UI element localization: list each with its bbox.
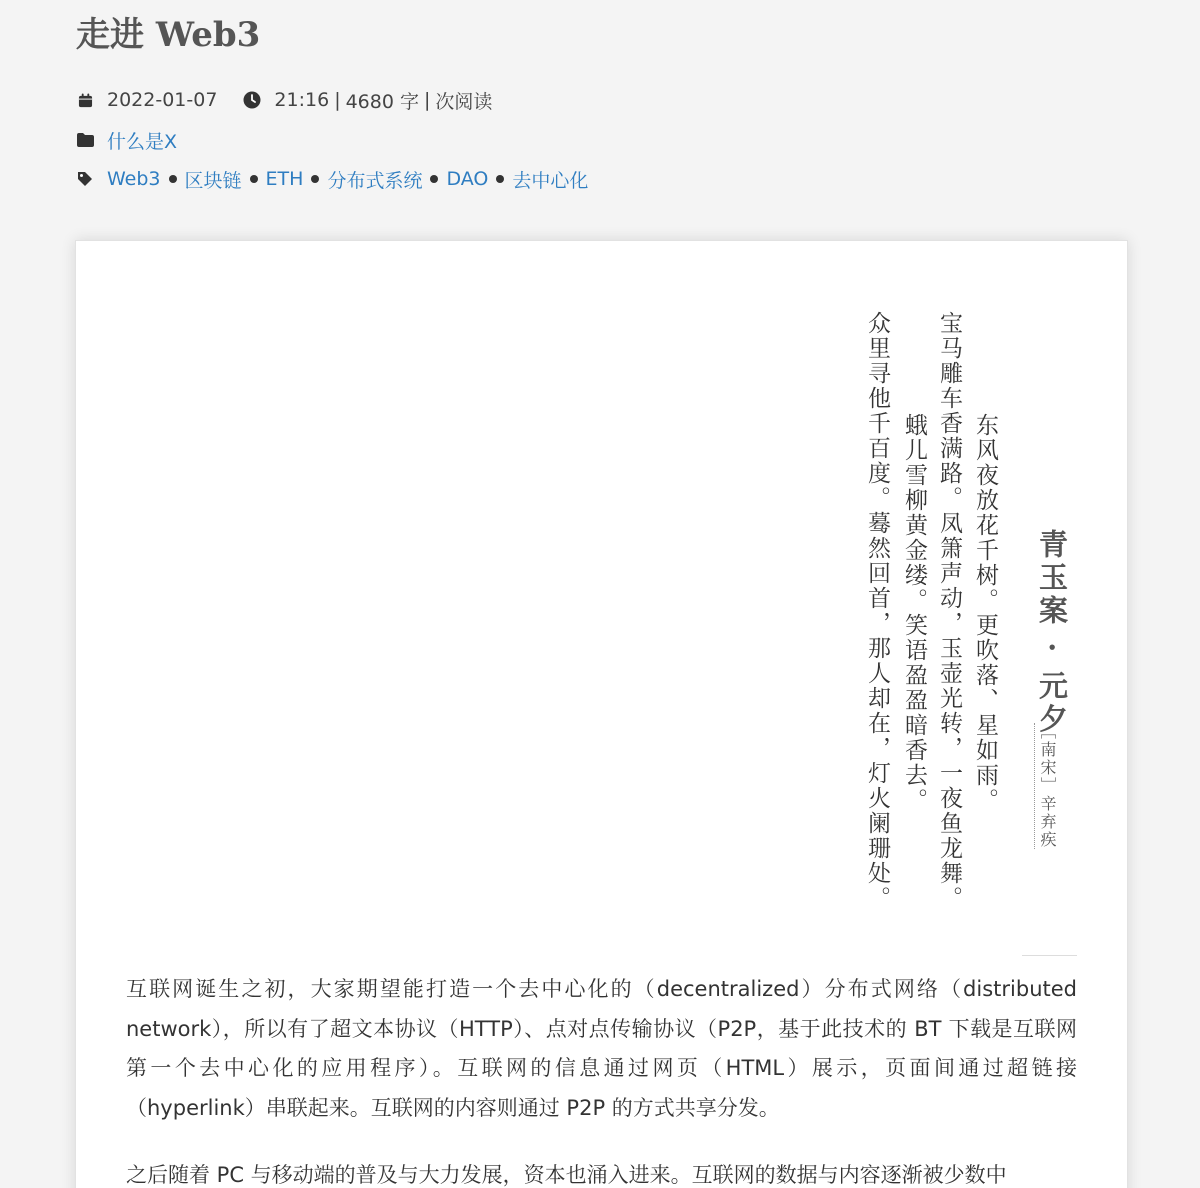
poem-line: 宝马雕车香满路。凤箫声动，玉壶光转，一夜鱼龙舞。 — [936, 311, 962, 911]
tag-link-decentralization[interactable]: 去中心化 — [512, 169, 589, 192]
post-meta: 2022-01-07 21:16 | 4680 字 | 次阅读 — [76, 86, 492, 114]
article-paragraph: 之后随着 PC 与移动端的普及与大力发展，资本也涌入进来。互联网的数据与内容逐渐被少数中 — [126, 1163, 1007, 1187]
clock-icon — [243, 91, 261, 109]
tag-separator — [430, 175, 438, 183]
category-link[interactable]: 什么是X — [107, 130, 178, 153]
poem-line: 蛾儿雪柳黄金缕。笑语盈盈暗香去。 — [901, 413, 927, 813]
poem-line: 东风夜放花千树。更吹落、星如雨。 — [972, 413, 998, 813]
tag-separator — [169, 175, 177, 183]
calendar-icon — [76, 91, 94, 109]
tag-separator — [250, 175, 258, 183]
post-title: 走进 Web3 — [76, 15, 261, 55]
post-category — [76, 126, 177, 154]
post-tags — [76, 165, 588, 193]
tag-separator — [311, 175, 319, 183]
tag-link-blockchain[interactable]: 区块链 — [184, 169, 242, 192]
poem-line: 众里寻他千百度。蓦然回首，那人却在，灯火阑珊处。 — [864, 311, 890, 911]
tag-link-dao[interactable]: DAO — [446, 168, 489, 190]
poem-title: 青玉案 · 元夕 — [1035, 529, 1069, 737]
post-time: 21:16 — [274, 89, 330, 111]
tag-link-web3[interactable]: Web3 — [107, 168, 161, 190]
tag-icon — [76, 170, 94, 188]
word-count: 4680 字 — [345, 90, 419, 113]
poem-divider — [1022, 955, 1077, 956]
tag-link-distributed-systems[interactable]: 分布式系统 — [327, 169, 423, 192]
post-date: 2022-01-07 — [107, 89, 218, 111]
post-content-card — [75, 240, 1128, 1188]
article-paragraph: 互联网诞生之初，大家期望能打造一个去中心化的（decentralized）分布式网络（distributed network），所以有了超文本协议（HTTP）、点对点传输协议（P2P，基于此技术的 BT 下载是互联网第一个去中心化的应用程序）。互联网的信息通过网页（HTML）展示，页面间通过超链接（hyperlink）串联起来。互联网的内容则通过 P2P 的方式共享分发。 — [126, 977, 1077, 1120]
folder-icon — [76, 131, 94, 149]
tag-separator — [496, 175, 504, 183]
read-count: 次阅读 — [435, 90, 493, 113]
poem-author: ［南宋］辛弃疾 — [1034, 723, 1059, 849]
tag-link-eth[interactable]: ETH — [265, 168, 304, 190]
